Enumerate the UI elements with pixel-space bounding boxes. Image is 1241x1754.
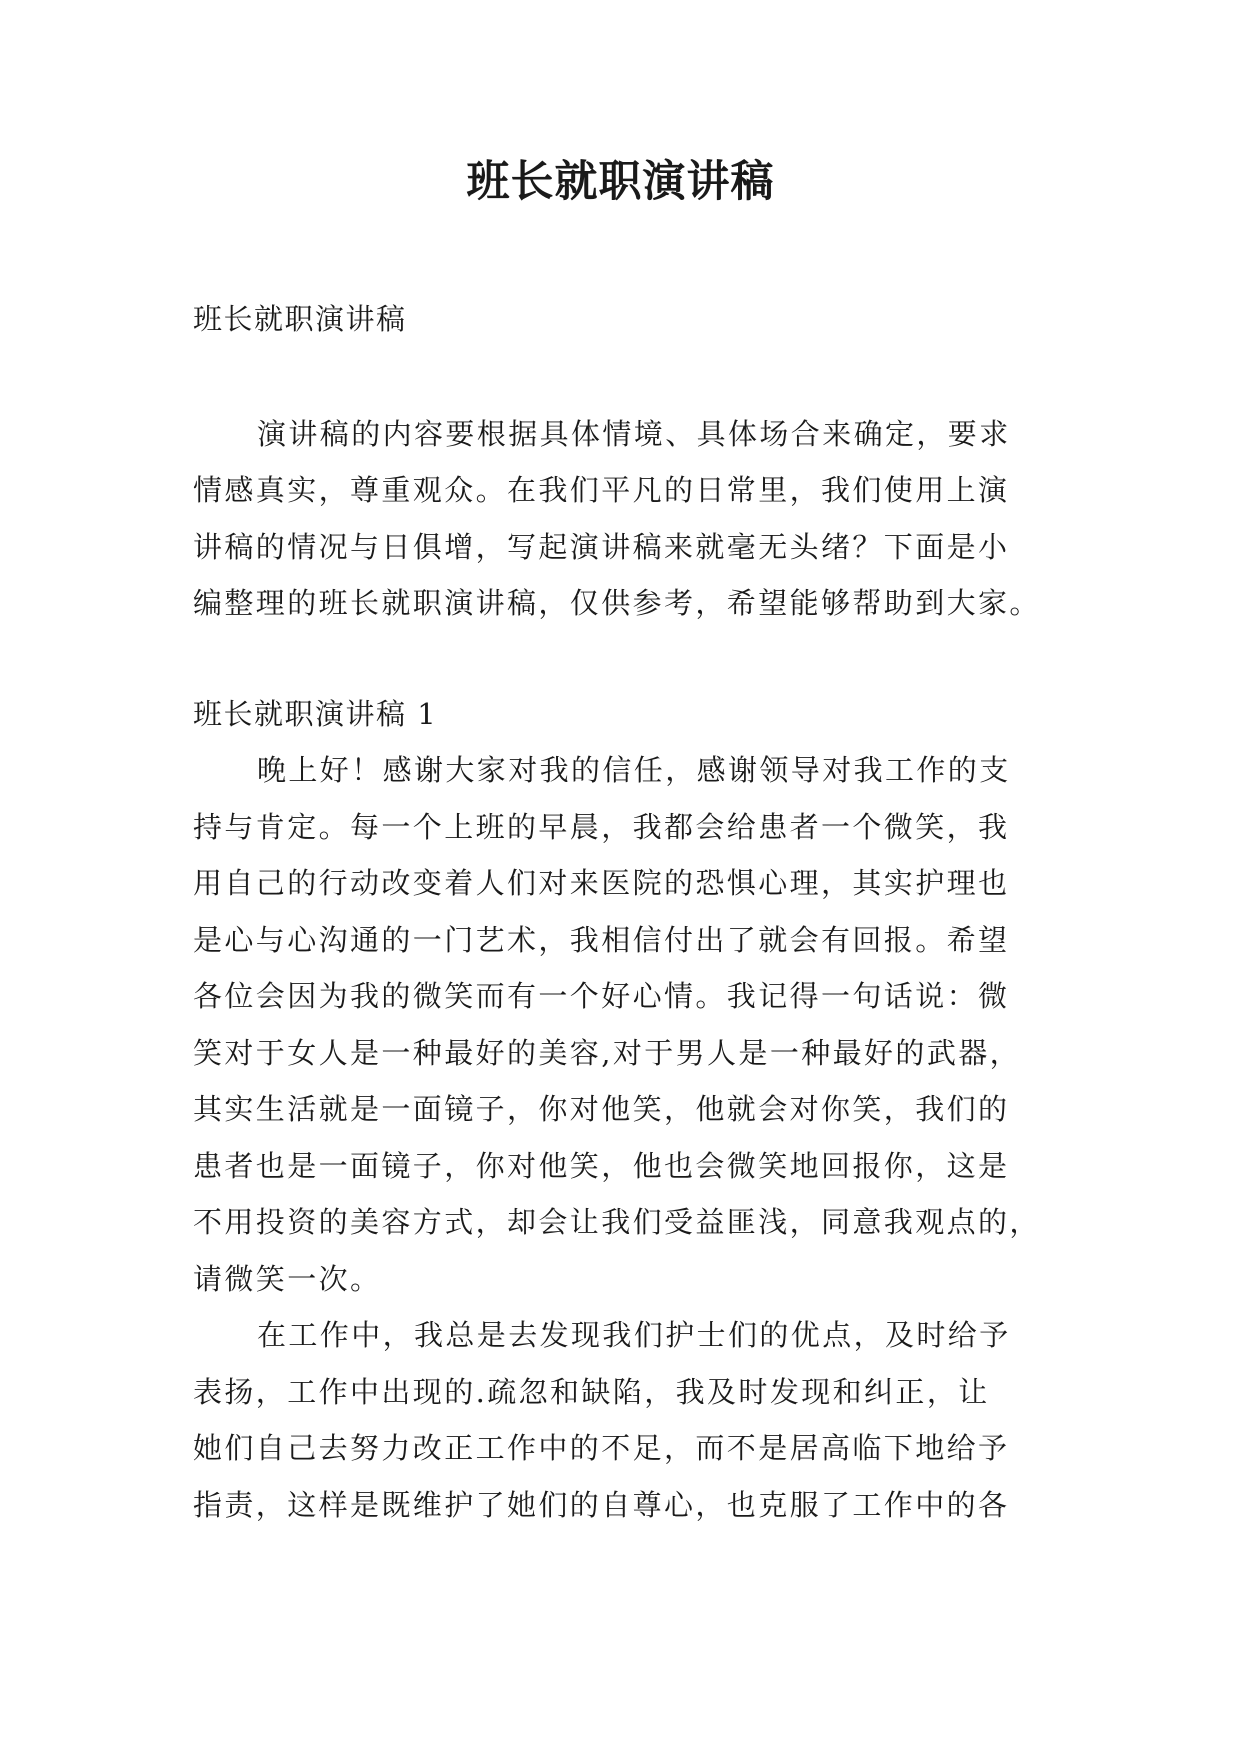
paragraph-line: 用自己的行动改变着人们对来医院的恐惧心理，其实护理也 [193,866,1010,900]
paragraph-line: 笑对于女人是一种最好的美容,对于男人是一种最好的武器， [193,1035,1022,1070]
paragraph-line: 患者也是一面镜子，你对他笑，他也会微笑地回报你，这是 [193,1148,1010,1183]
document-subtitle: 班长就职演讲稿 [193,302,407,336]
document-title: 班长就职演讲稿 [466,157,775,207]
paragraph-line: 演讲稿的内容要根据具体情境、具体场合来确定，要求 [257,416,1011,451]
paragraph-line: 她们自己去努力改正工作中的不足，而不是居高临下地给予 [193,1431,1010,1465]
paragraph-line: 请微笑一次。 [193,1261,382,1296]
paragraph-line: 各位会因为我的微笑而有一个好心情。我记得一句话说：微 [193,979,1010,1013]
body-paragraph-1 [193,742,1053,1307]
paragraph-line: 讲稿的情况与日俱增，写起演讲稿来就毫无头绪？下面是小 [193,529,1010,564]
paragraph-line: 情感真实，尊重观众。在我们平凡的日常里，我们使用上演 [193,473,1010,507]
paragraph-line: 晚上好！感谢大家对我的信任，感谢领导对我工作的支 [257,753,1011,787]
section-heading: 班长就职演讲稿 1 [193,696,438,731]
document-body [193,291,1053,1533]
paragraph-line: 指责，这样是既维护了她们的自尊心，也克服了工作中的各 [193,1487,1010,1522]
paragraph-line: 在工作中，我总是去发现我们护士们的优点，及时给予 [257,1318,1011,1352]
spacer [193,632,1053,686]
intro-paragraph [193,406,1053,632]
paragraph-line: 持与肯定。每一个上班的早晨，我都会给患者一个微笑，我 [193,809,1010,844]
paragraph-line: 其实生活就是一面镜子，你对他笑，他就会对你笑，我们的 [193,1092,1010,1126]
body-paragraph-2 [193,1307,1053,1533]
paragraph-line: 表扬，工作中出现的.疏忽和缺陷，我及时发现和纠正，让 [193,1374,990,1409]
spacer [193,348,1053,406]
paragraph-line: 不用投资的美容方式，却会让我们受益匪浅，同意我观点的， [193,1205,1041,1239]
paragraph-line: 是心与心沟通的一门艺术，我相信付出了就会有回报。希望 [193,922,1010,957]
paragraph-line: 编整理的班长就职演讲稿，仅供参考，希望能够帮助到大家。 [193,586,1041,620]
